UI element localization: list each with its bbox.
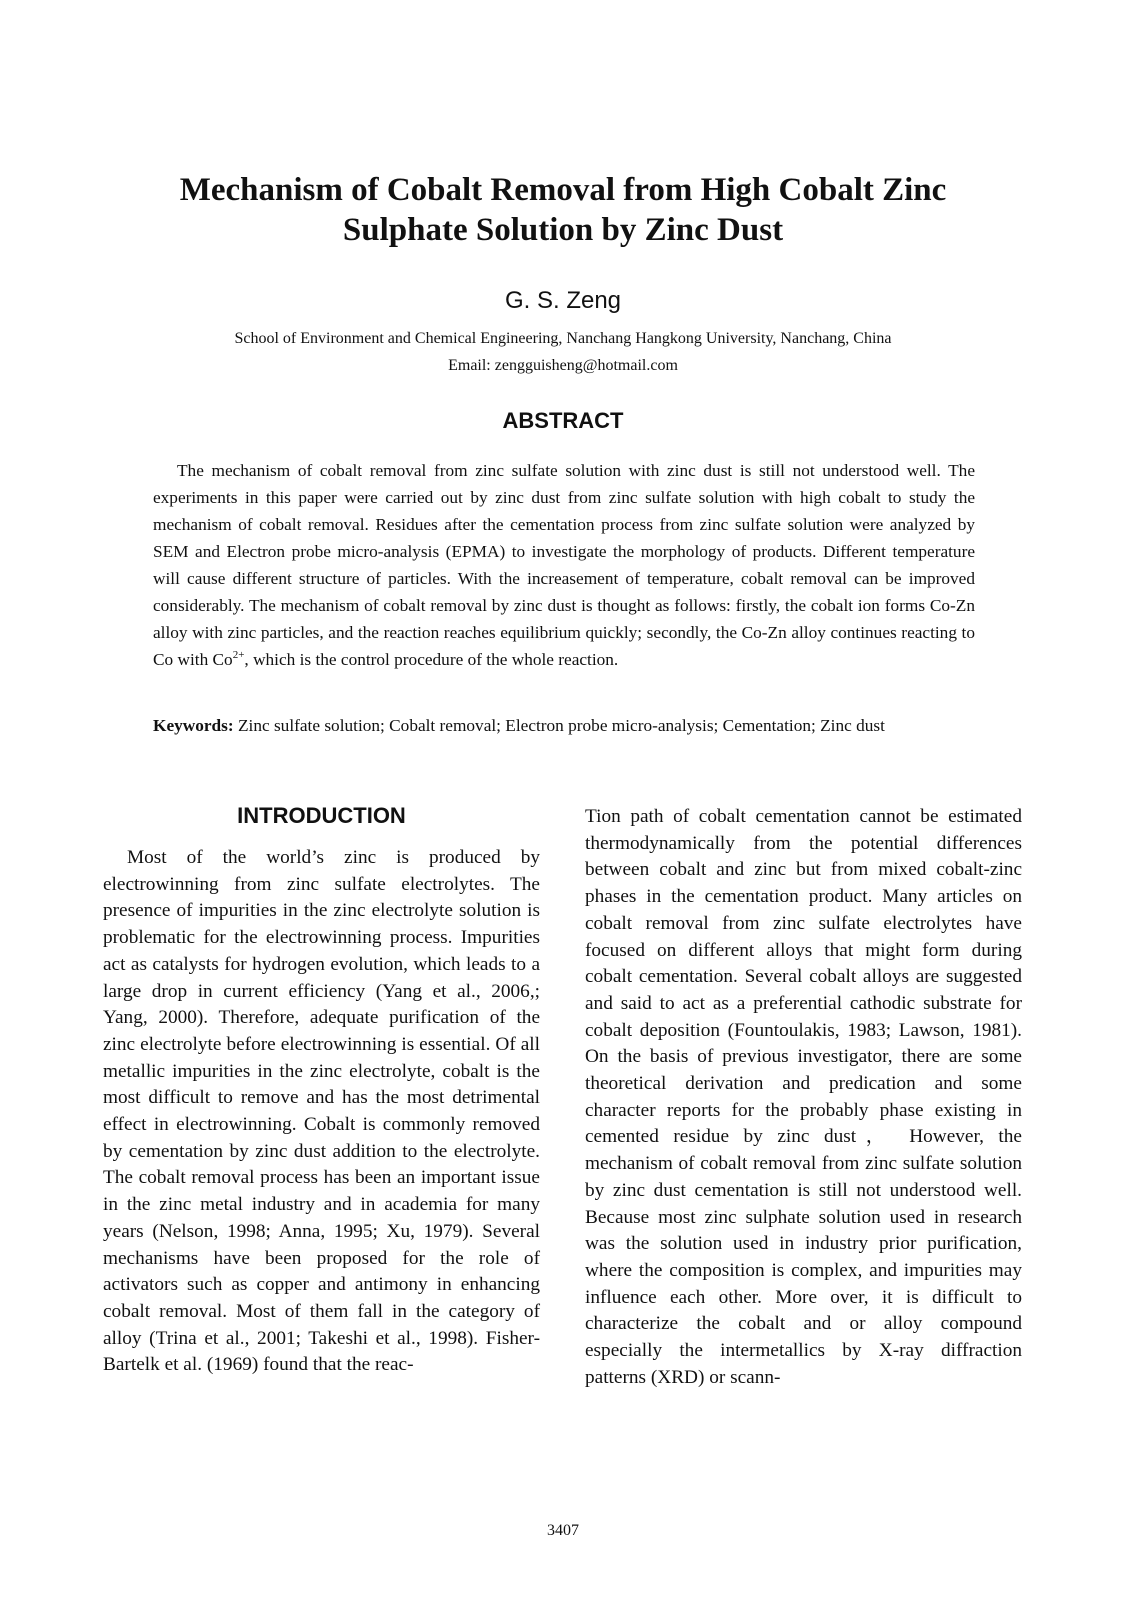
paper-title [120,170,1006,250]
page-number: 3407 [547,1522,579,1539]
affiliation: School of Environment and Chemical Engineering, Nanchang Hangkong University, Nanchang, China [234,330,892,347]
introduction-heading: INTRODUCTION [237,803,406,828]
keywords-list: Zinc sulfate solution; Cobalt removal; Electron probe micro-analysis; Cementation; Zinc dust [233,716,885,735]
abstract-body-end: , which is the control procedure of the whole reaction. [244,650,619,669]
title-line-1: Mechanism of Cobalt Removal from High Cobalt Zinc [179,172,947,208]
introduction-right-column: Tion path of cobalt cementation cannot be estimated thermodynamically from the potential differences between cobalt and zinc but from mixed cobalt-zinc phases in the cementation product. Many articles on cobalt removal from zinc sulfate electrolytes have focused on different alloys that might form during cobalt cementation. Several cobalt alloys are suggested and said to act as a preferential cathodic substrate for cobalt deposition (Fountoulakis, 1983; Lawson, 1981). On the basis of previous investigator, there are some theoretical derivation and predication and some character reports for the probably phase existing in cemented residue by zinc dust， However, the mechanism of cobalt removal from zinc sulfate solution by zinc dust cementation is still not understood well. Because most zinc sulphate solution used in research was the solution used in industry prior purification, where the composition is complex, and impurities may influence each other. More over, it is difficult to characterize the cobalt and or alloy compound especially the intermetallics by X-ray diffraction patterns (XRD) or scann- [585,806,1022,1388]
abstract-heading: ABSTRACT [502,408,624,433]
introduction-left-column: Most of the world’s zinc is produced by electrowinning from zinc sulfate electrolytes. The presence of impurities in the zinc electrolyte solution is problematic for the electrowinning process. Impurities act as catalysts for hydrogen evolution, which leads to a large drop in current efficiency (Yang et al., 2006,; Yang, 2000). Therefore, adequate purification of the zinc electrolyte before electrowinning is essential. Of all metallic impurities in the zinc electrolyte, cobalt is the most difficult to remove and has the most detrimental effect in electrowinning. Cobalt is commonly removed by cementation by zinc dust addition to the electrolyte. The cobalt removal process has been an important issue in the zinc metal industry and in academia for many years (Nelson, 1998; Anna, 1995; Xu, 1979). Several mechanisms have been proposed for the role of activators such as copper and antimony in enhancing cobalt removal. Most of them fall in the category of alloy (Trina et al., 2001; Takeshi et al., 1998). Fisher-Bartelk et al. (1969) found that the reac- [103,847,540,1376]
keywords-label: Keywords: [153,716,234,735]
title-line-2: Sulphate Solution by Zinc Dust [342,212,784,248]
abstract-body: The mechanism of cobalt removal from zinc sulfate solution with zinc dust is still not understood well. The experiments in this paper were carried out by zinc dust from zinc sulfate solution with high cobalt to study the mechanism of cobalt removal. Residues after the cementation process from zinc sulfate solution were analyzed by SEM and Electron probe micro-analysis (EPMA) to investigate the morphology of products. Different temperature will cause different structure of particles. With the increasement of temperature, cobalt removal can be improved considerably. The mechanism of cobalt removal by zinc dust is thought as follows: firstly, the cobalt ion forms Co-Zn alloy with zinc particles, and the reaction reaches equilibrium quickly; secondly, the Co-Zn alloy continues reacting to Co with Co [153,461,975,669]
charge-superscript: 2+ [232,649,245,662]
keywords [153,712,975,739]
abstract-text [153,457,975,673]
author-email: Email: zengguisheng@hotmail.com [448,357,678,374]
author-name: G. S. Zeng [504,287,622,314]
author-affiliation-block [0,325,1126,379]
